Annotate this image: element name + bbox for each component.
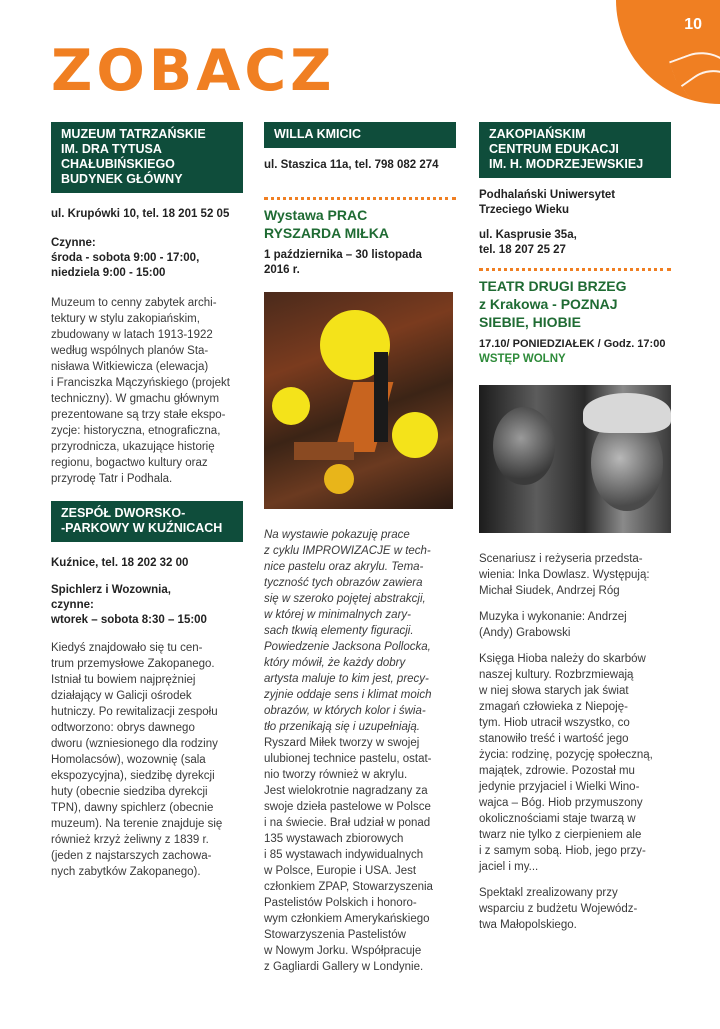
text-line: zycje: historyczna, etnograficzna, [51,425,221,437]
text-line: twarz nie tylko z cierpieniem ale [479,829,642,841]
page-number: 10 [684,16,702,33]
text-line: trum przemysłowe Zakopanego. [51,658,215,670]
painting-image [264,292,453,509]
date-line: 2016 r. [264,264,300,276]
text-line: tym. Hiob utracił wszystko, co [479,717,630,729]
text-line: i 85 wystawach indywidualnych [264,849,424,861]
text-line: wym członkiem Amerykańskiego [264,913,430,925]
text-line: Na wystawie pokazuję prace [264,529,410,541]
text-line: Jest wielokrotnie nagradzany za [264,785,428,797]
venue-line: ZAKOPIAŃSKIM [489,127,586,141]
text-line: Ryszard Miłek tworzy w swojej [264,737,420,749]
column-theatre [479,122,671,933]
opening-hours [51,236,243,281]
page-title: ZOBACZ [51,38,336,104]
text-line: muzeum). Na terenie znajduje się [51,818,223,830]
text-line: Muzyka i wykonanie: Andrzej [479,611,627,623]
text-line: Michał Siudek, Andrzej Róg [479,585,620,597]
text-line: artysta maluje to kim jest, precy- [264,673,429,685]
text-line: który mówił, że każdy dobry [264,657,406,669]
text-line: tyczność tych obrazów zawiera [264,577,423,589]
text-line: przyrodnicza, ukazujące historię [51,441,215,453]
actor-face-shape [493,407,555,485]
venue-header-education-centre [479,122,671,178]
credits-direction [479,551,671,599]
org-line: Podhalański Uniwersytet [479,189,616,201]
text-line: działający w Galicji ośrodek [51,690,192,702]
text-line: nio tworzy również w akrylu. [264,769,408,781]
text-line: i z samym sobą. Hiob, jego przy- [479,845,646,857]
title-line: TEATR DRUGI BRZEG [479,278,627,294]
text-line: Muzeum to cenny zabytek archi- [51,297,217,309]
venue-description [51,295,243,487]
text-line: stanowiło treść i wartość jego [479,733,629,745]
text-line: w Nowym Jorku. Współpracuje [264,945,422,957]
venue-line: ZESPÓŁ DWORSKO- [61,506,186,520]
text-line: w niej słowa starych jak świat [479,685,629,697]
venue-header-willa-kmicic [264,122,456,148]
text-line: jaciel i my... [479,861,539,873]
venue-line: IM. DRA TYTUSA [61,142,162,156]
event-title [264,206,456,242]
yellow-circle-shape [272,387,310,425]
text-line: wajca – Bóg. Hiob przymuszony [479,797,643,809]
text-line: zmagań człowieka z Niepoję- [479,701,628,713]
text-line: regionu, bogactwo kultury oraz [51,457,208,469]
funding-note [479,885,671,933]
org-line: Trzeciego Wieku [479,204,570,216]
hours-line: Spichlerz i Wozownia, [51,584,171,596]
organizer [479,188,671,218]
event-date: 17.10/ PONIEDZIAŁEK / Godz. 17:00 [479,338,666,350]
column-exhibition [264,122,456,975]
address-line: tel. 18 207 25 27 [479,244,566,256]
text-line: naszej kultury. Rozbrzmiewają [479,669,634,681]
hours-line: wtorek – sobota 8:30 – 15:00 [51,614,207,626]
text-line: (jeden z najstarszych zachowa- [51,850,212,862]
text-line: Homolacsów), wozownię (sala [51,754,206,766]
event-title [479,277,671,331]
venue-line: CHAŁUBIŃSKIEGO [61,157,175,171]
text-line: jedynie przyjaciel i Wielki Wino- [479,781,640,793]
text-line: również krzyż żeliwny z 1839 r. [51,834,209,846]
venue-line: IM. H. MODRZEJEWSKIEJ [489,157,644,171]
yellow-circle-shape [324,464,354,494]
hours-line: czynne: [51,599,94,611]
venue-line: WILLA KMICIC [274,127,362,141]
event-dates [264,248,456,278]
date-line: 1 października – 30 listopada [264,249,422,261]
venue-description [51,640,243,880]
event-description [479,651,671,875]
text-line: ekspozycyjna), siedzibę dyrekcji [51,770,215,782]
column-museums [51,122,243,880]
venue-header-kuznice [51,501,243,542]
text-line: i Franciszka Mączyńskiego (projekt [51,377,230,389]
address-line: ul. Kasprusie 35a, [479,229,577,241]
text-line: tektury w stylu zakopiańskim, [51,313,200,325]
text-line: przyrodę Tatr i Podhala. [51,473,173,485]
text-line: (Andy) Grabowski [479,627,571,639]
text-line: Scenariusz i reżyseria przedsta- [479,553,643,565]
text-line: nych zabytków Zakopanego). [51,866,201,878]
text-line: huty (obecnie siedziba dyrekcji [51,786,208,798]
text-line: obrazów, w których kolor i świa- [264,705,426,717]
text-line: Księga Hioba należy do skarbów [479,653,646,665]
text-line: Spektakl zrealizowany przy [479,887,618,899]
text-line: nice pastelu oraz akrylu. Tema- [264,561,424,573]
grey-hair-shape [583,393,671,433]
text-line: z Gagliardi Gallery w Londynie. [264,961,424,973]
text-line: hutniczy. Po rewitalizacji zespołu [51,706,218,718]
text-line: członkiem ZPAP, Stowarzyszenia [264,881,433,893]
text-line: wienia: Inka Dowlasz. Występują: [479,569,650,581]
venue-line: -PARKOWY W KUŹNICACH [61,521,223,535]
title-line: RYSZARDA MIŁKA [264,225,389,241]
hours-line: środa - sobota 9:00 - 17:00, [51,252,200,264]
text-line: z cyklu IMPROWIZACJE w tech- [264,545,431,557]
title-line: z Krakowa - POZNAJ [479,296,618,312]
text-line: Istniał tu bowiem najprężniej [51,674,196,686]
venue-address: ul. Staszica 11a, tel. 798 082 274 [264,159,439,171]
text-line: się w szeroko pojętej abstrakcji, [264,593,426,605]
text-line: Pastelistów Polskich i honoro- [264,897,417,909]
credits-music [479,609,671,641]
free-entry-label: WSTĘP WOLNY [479,353,566,365]
text-line: Kiedyś znajdowało się tu cen- [51,642,203,654]
theatre-photo-image [479,385,671,533]
text-line: zyjnie oddaje sens i klimat moich [264,689,432,701]
hours-line: niedziela 9:00 - 15:00 [51,267,166,279]
text-line: w której w minimalnych zary- [264,609,411,621]
text-line: i na świecie. Brał udział w ponad [264,817,431,829]
text-line: TPN), dawny spichlerz (obecnie [51,802,214,814]
text-line: sach tkwią elementy figuracji. [264,625,414,637]
venue-line: MUZEUM TATRZAŃSKIE [61,127,206,141]
dotted-divider [479,268,671,271]
artist-bio [264,735,456,975]
yellow-circle-shape [392,412,438,458]
text-line: w Polsce, Europie i USA. Jest [264,865,417,877]
text-line: wsparciu z budżetu Wojewódz- [479,903,638,915]
text-line: Stowarzyszenia Pastelistów [264,929,406,941]
venue-address: Kuźnice, tel. 18 202 32 00 [51,557,189,569]
text-line: techniczny). W gmachu głównym [51,393,220,405]
title-line: Wystawa PRAC [264,207,368,223]
text-line: prezentowane są trzy stałe ekspo- [51,409,226,421]
venue-address: ul. Krupówki 10, tel. 18 201 52 05 [51,208,230,220]
text-line: odtworzono: obrys dawnego [51,722,195,734]
text-line: nisława Witkiewicza (elewacja) [51,361,209,373]
text-line: tło przenikają się i uzupełniają. [264,721,420,733]
exhibition-description [264,527,456,735]
text-line: ulubionej technice pastelu, ostat- [264,753,432,765]
text-line: według wspólnych planów Sta- [51,345,209,357]
venue-address [479,228,671,258]
text-line: twa Małopolskiego. [479,919,577,931]
text-line: zbudowany w latach 1913-1922 [51,329,213,341]
dark-stroke-shape [374,352,388,442]
venue-line: BUDYNEK GŁÓWNY [61,172,183,186]
text-line: Powiedzenie Jacksona Pollocka, [264,641,431,653]
venue-header-tatra-museum [51,122,243,193]
dotted-divider [264,197,456,200]
text-line: majątek, zdrowie. Pozostał mu [479,765,635,777]
text-line: życia: rodzinę, pozycję społeczną, [479,749,653,761]
text-line: swoje dzieła pastelowe w Polsce [264,801,431,813]
text-line: okolicznościami staje twarzą w [479,813,636,825]
page-number-badge [616,0,720,104]
venue-line: CENTRUM EDUKACJI [489,142,619,156]
hours-line: Czynne: [51,237,96,249]
title-line: SIEBIE, HIOBIE [479,314,581,330]
orange-shard-shape [294,442,354,460]
opening-hours [51,583,243,628]
text-line: dworu (wzniesionego dla rodziny [51,738,218,750]
text-line: 135 wystawach zbiorowych [264,833,404,845]
